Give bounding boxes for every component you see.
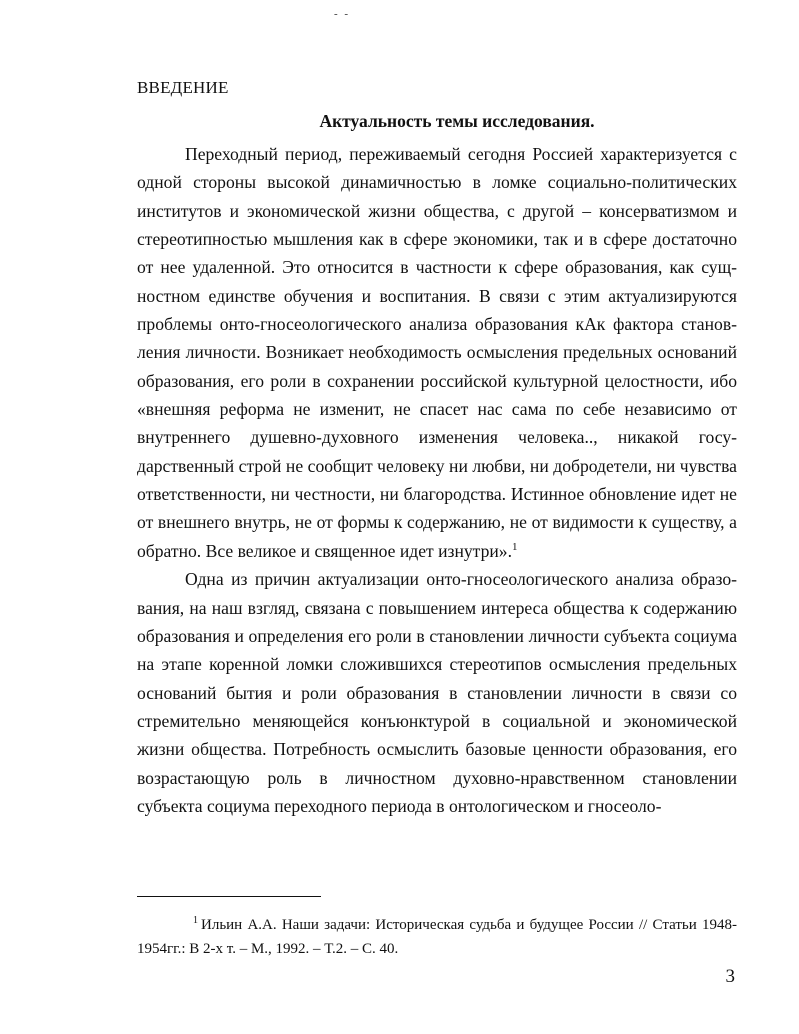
- section-title: Актуальность темы исследования.: [319, 111, 595, 131]
- paragraph-text: Одна из причин актуализации онто-гносеологического анализа образования, на наш взгляд, связана с повышением интереса общества к содержанию образования и определения его роли в становлении личности субъекта социума на этапе коренной ломки сложившихся стереотипов осмысления предельных оснований бытия и роли образования в становлении личности в связи со стремительно меняющейся конъюнктурой в социальной и экономической жизни общества. Потребность осмыслить базовые ценности образования, его возрастающую роль в личностном духовно-нравственном становлении субъекта социума переходного периода в онтологическом и гносеоло-: [137, 569, 737, 816]
- footnote-number: 1: [193, 915, 198, 926]
- section-label: ВВЕДЕНИЕ: [137, 78, 229, 97]
- body-text: [137, 140, 737, 820]
- footnote-text: Ильин А.А. Наши задачи: Историческая судьба и будущее России // Статьи 1948-1954гг.: В 2-х т. – М., 1992. – Т.2. – С. 40.: [137, 917, 737, 957]
- paragraph: [137, 140, 737, 565]
- top-scan-mark: - -: [334, 8, 351, 20]
- footnote: [137, 913, 737, 961]
- paragraph-text: Переходный период, переживаемый сегодня Россией характеризуется с одной стороны высокой динамичностью в ломке социально-политических институтов и экономической жизни общества, с другой – консерватизмом и стереотипностью мышления как в сфере экономики, так и в сфере достаточно от нее удаленной. Это относится в частности к сфере образования, как сущностном единстве обучения и воспитания. В связи с этим актуализируются проблемы онто-гносеологического анализа образования кАк фактора становления личности. Возникает необходимость осмысления предельных оснований образования, его роли в сохранении российской культурной целостности, ибо «внешняя реформа не изменит, не спасет нас сама по себе независимо от внутреннего душевно-духовного изменения человека.., никакой государственный строй не сообщит человеку ни любви, ни добродетели, ни чувства ответственности, ни честности, ни благородства. Истинное обновление идет не от внешнего внутрь, не от формы к содержанию, не от видимости к существу, а обратно. Все великое и священное идет изнутри».: [137, 144, 737, 561]
- page-number: 3: [725, 966, 735, 987]
- footnote-reference[interactable]: 1: [512, 540, 518, 553]
- paragraph: [137, 565, 737, 820]
- footnote-separator: [137, 896, 321, 897]
